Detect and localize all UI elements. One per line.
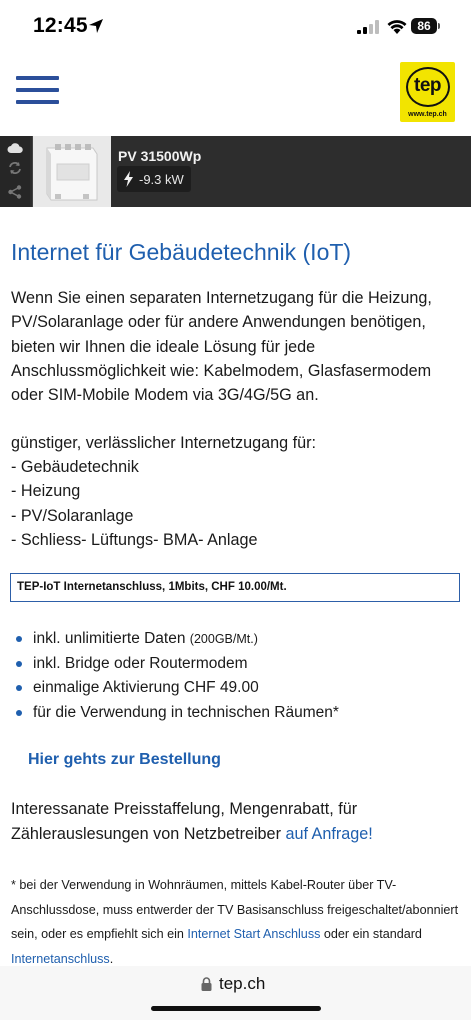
bullet-item <box>16 701 339 726</box>
battery-tip <box>438 23 440 29</box>
features-heading: günstiger, verlässlicher Internetzugang für: <box>11 434 317 452</box>
status-bar <box>0 0 471 54</box>
browser-url-bar[interactable] <box>0 966 471 1020</box>
intro-paragraph: Wenn Sie einen separaten Internetzugang für die Heizung, PV/Solaranlage oder für andere Anwendungen benötigen, bieten wir Ihnen die ideale Lösung für jede Anschlussmöglichkeit wie: Kabelmodem, Glasfasermodem oder SIM-Mobile Modem via 3G/4G/5G an. <box>11 289 432 405</box>
bullet-text: für die Verwendung in technischen Räumen* <box>33 703 339 721</box>
pricing-paragraph <box>11 797 463 846</box>
feature-list <box>11 455 258 552</box>
pricing-text: Interessanate Preisstaffelung, Mengenrabatt, für Zählerauslesungen von Netzbetreiber <box>11 800 358 843</box>
feature-item: - Schliess- Lüftungs- BMA- Anlage <box>11 530 258 549</box>
location-arrow-icon <box>88 18 104 34</box>
pv-widget[interactable] <box>0 136 471 207</box>
status-time: 12:45 <box>33 14 88 37</box>
url-text[interactable]: tep.ch <box>219 974 266 993</box>
home-indicator <box>151 1006 321 1011</box>
logo-url: www.tep.ch <box>408 111 447 118</box>
bullet-note: (200GB/Mt.) <box>189 632 258 646</box>
menu-button[interactable] <box>16 76 59 104</box>
share-icon[interactable] <box>7 185 23 199</box>
request-link[interactable]: auf Anfrage! <box>285 824 373 843</box>
bullet-text: inkl. unlimitierte Daten <box>33 630 190 647</box>
refresh-icon[interactable] <box>7 161 23 175</box>
hamburger-line <box>16 76 59 80</box>
logo-text: tep <box>414 75 441 96</box>
battery-indicator: 86 <box>411 18 437 34</box>
lightning-bolt-icon <box>123 171 134 187</box>
footnote-text: * bei der Verwendung in Wohnräumen, mittels Kabel-Router über TV-Anschlussdose, muss entwerder der TV Basisanschluss freigeschaltet/abonniert sein, oder es empfiehlt sich ein <box>11 878 459 942</box>
internet-start-link[interactable]: Internet Start Anschluss <box>187 927 321 942</box>
power-readout <box>117 166 191 192</box>
footnote <box>11 873 463 971</box>
internet-connection-link[interactable]: Internetanschluss <box>11 951 110 966</box>
cellular-signal-icon <box>357 20 379 34</box>
bullet-text: einmalige Aktivierung CHF 49.00 <box>33 679 259 696</box>
bullet-item <box>16 676 339 701</box>
offer-box <box>10 573 460 602</box>
bullet-item <box>16 652 339 677</box>
smart-meter-illustration <box>33 136 111 207</box>
power-value: -9.3 kW <box>139 172 184 187</box>
pv-system-title: PV 31500Wp <box>118 148 202 164</box>
feature-item: - Gebäudetechnik <box>11 458 139 476</box>
page-title: Internet für Gebäudetechnik (IoT) <box>11 239 352 265</box>
tep-logo[interactable] <box>400 62 455 122</box>
offer-bullets <box>16 627 339 725</box>
footnote-text: . <box>109 951 114 966</box>
order-link[interactable]: Hier gehts zur Bestellung <box>28 751 221 768</box>
cloud-icon[interactable] <box>7 141 23 155</box>
smart-meter-image <box>32 136 110 207</box>
bullet-text: inkl. Bridge oder Routermodem <box>33 654 248 672</box>
footnote-text: oder ein standard <box>320 927 422 942</box>
wifi-icon <box>386 17 408 35</box>
offer-text: TEP-IoT Internetanschluss, 1Mbits, CHF 10.00/Mt. <box>17 581 287 593</box>
hamburger-line <box>16 100 59 104</box>
bullet-item <box>16 627 339 652</box>
widget-side-toolbar <box>0 136 30 207</box>
feature-item: - PV/Solaranlage <box>11 506 134 525</box>
hamburger-line <box>16 88 59 92</box>
lock-icon <box>201 977 212 991</box>
feature-item: - Heizung <box>11 482 81 501</box>
